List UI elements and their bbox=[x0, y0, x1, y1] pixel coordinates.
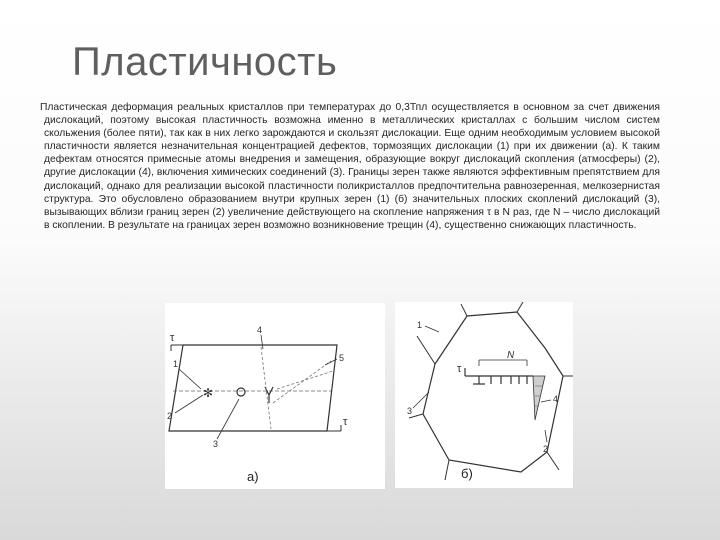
tau-label: τ bbox=[457, 363, 462, 375]
inclusion-circle bbox=[237, 388, 245, 396]
slide-title: Пластичность bbox=[72, 40, 338, 84]
grain-boundary bbox=[423, 312, 563, 472]
label-3: 3 bbox=[407, 406, 413, 416]
figure-grain-pileup bbox=[395, 302, 573, 488]
crystal-outline bbox=[169, 345, 337, 431]
figure-a-diagram bbox=[165, 303, 385, 489]
caption-a: а) bbox=[247, 469, 259, 484]
label-4: 4 bbox=[553, 394, 559, 404]
figure-b-diagram bbox=[395, 302, 573, 488]
figure-dislocation-obstacles bbox=[165, 303, 385, 489]
tau-bottom-label: τ bbox=[343, 416, 348, 428]
tau-top-label: τ bbox=[170, 332, 175, 344]
n-label: N bbox=[507, 350, 515, 361]
label-1: 1 bbox=[417, 320, 423, 330]
label-2: 2 bbox=[167, 411, 173, 421]
label-5: 5 bbox=[339, 353, 345, 363]
slide-body-text: Пластическая деформация реальных кристаллов при температурах до 0,3Тпл осуществляется в основном за счет движения дислокаций, поэтому высокая пластичность возможна именно в металлических кристаллах с большим числом систем скольжения (более пяти), так как в них легко зарождаются и скользят дислокации. Еще одним необходимым условием высокой пластичности является незначительная концентрацией дефектов, тормозящих дислокации (1) при их движении (а). К таким дефектам относятся примесные атомы внедрения и замещения, образующие вокруг дислокаций скопления (атмосферы) (2), другие дислокации (4), включения химических соединений (3). Границы зерен также являются эффективным препятствием для дислокаций, однако для реализации высокой пластичности поликристаллов предпочтительна равнозеренная, мелкозернистая структура. Это обусловлено образованием внутри крупных зерен (1) (б) значительных плоских скоплений дислокаций (3), вызывающих вблизи границ зерен (2) увеличение действующего на скопление напряжения τ в N раз, где N – число дислокаций в скоплении. В результате на границах зерен возможно возникновение трещин (4), существенно снижающих пластичность. bbox=[40, 102, 660, 231]
atmosphere-symbol: ✻ bbox=[203, 386, 214, 400]
crack-wedge bbox=[533, 376, 545, 420]
label-3: 3 bbox=[213, 439, 219, 449]
label-4: 4 bbox=[257, 325, 263, 335]
label-1: 1 bbox=[173, 359, 179, 369]
caption-b: б) bbox=[461, 466, 473, 481]
label-2: 2 bbox=[543, 444, 549, 454]
